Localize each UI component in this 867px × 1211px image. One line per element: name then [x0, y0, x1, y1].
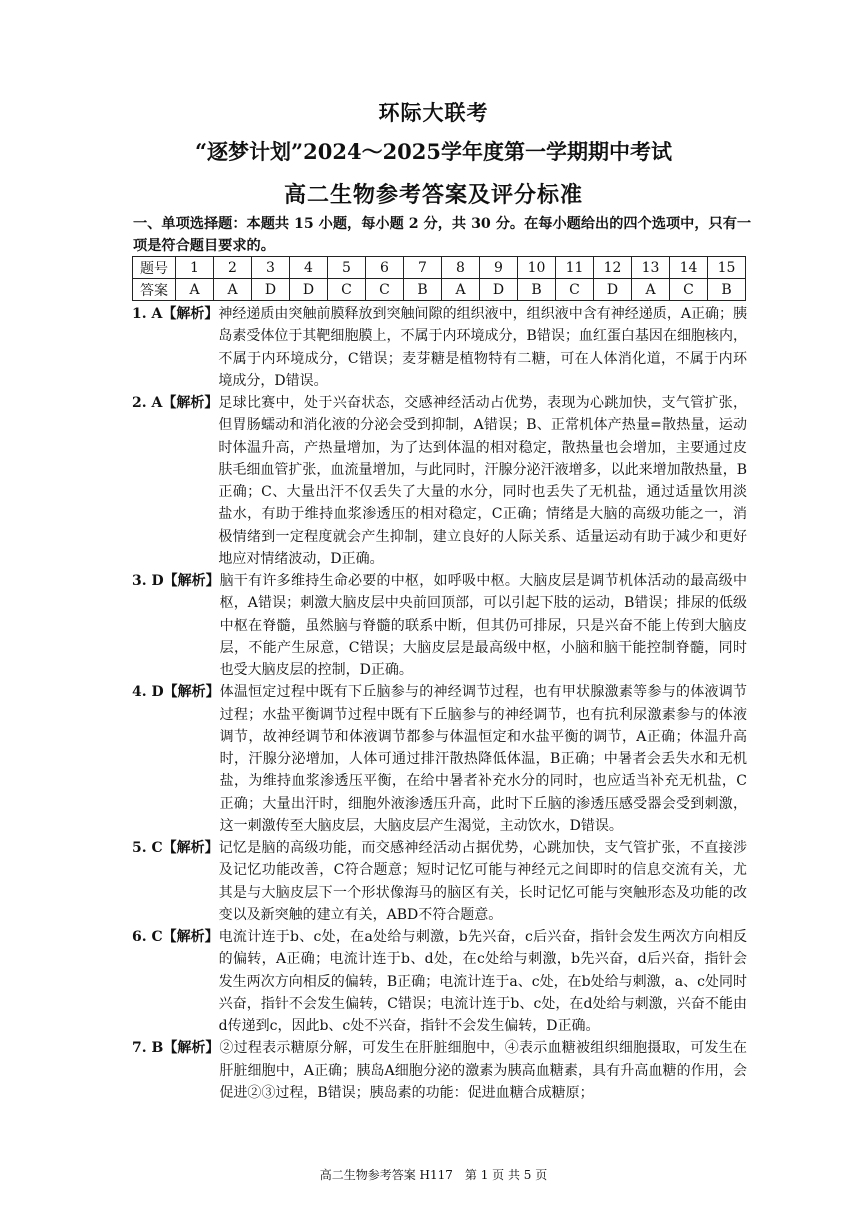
answer-row — [133, 279, 746, 301]
explanations-list — [132, 303, 747, 1104]
row-label-answer: 答案 — [133, 279, 176, 301]
explanation-label: 3. D【解析】 — [132, 573, 220, 589]
answer-cell: A — [442, 279, 480, 301]
answer-cell: C — [556, 279, 594, 301]
explanation-label: 1. A【解析】 — [132, 306, 219, 322]
question-number-cell: 12 — [594, 257, 632, 279]
explanation-text: 体温恒定过程中既有下丘脑参与的神经调节过程，也有甲状腺激素等参与的体液调节过程；水盐平衡调节过程中既有下丘脑参与的神经调节，也有抗利尿激素参与的体液调节，故神经调节和体液调节都参与体温恒定和水盐平衡的调节，A正确；体温升高时，汗腺分泌增加，人体可通过排汗散热降低体温，B正确；中暑者会丢失水和无机盐，为维持血浆渗透压平衡，在给中暑者补充水分的同时，也应适当补充无机盐，C正确；大量出汗时，细胞外液渗透压升高，此时下丘脑的渗透压感受器会受到刺激，这一刺激传至大脑皮层，大脑皮层产生渴觉，主动饮水，D错误。 — [219, 684, 747, 834]
answer-cell: D — [480, 279, 518, 301]
exam-union-title: 环际大联考 — [378, 100, 489, 125]
explanation-item — [132, 303, 747, 392]
explanation-text: 电流计连于b、c处，在a处给与刺激，b先兴奋，c后兴奋，指针会发生两次方向相反的偏转，A正确；电流计连于b、d处，在c处给与刺激，b先兴奋，d后兴奋，指针会发生两次方向相反的偏转，B正确；电流计连于a、c处，在b处给与刺激，a、c处同时兴奋，指针不会发生偏转，C错误；电流计连于b、c处，在d处给与刺激，兴奋不能由d传递到c，因此b、c处不兴奋，指针不会发生偏转，D正确。 — [218, 929, 747, 1034]
explanation-item — [132, 837, 747, 926]
answer-cell: A — [632, 279, 670, 301]
answer-cell: A — [176, 279, 214, 301]
answer-cell: C — [366, 279, 404, 301]
question-number-cell: 13 — [632, 257, 670, 279]
question-number-cell: 15 — [708, 257, 746, 279]
explanation-item — [132, 926, 747, 1037]
explanation-item — [132, 1037, 747, 1104]
question-number-cell: 10 — [518, 257, 556, 279]
question-number-cell: 7 — [404, 257, 442, 279]
page-footer: 高二生物参考答案 H117 第 1 页 共 5 页 — [319, 1168, 548, 1182]
question-number-cell: 1 — [176, 257, 214, 279]
answer-cell: C — [670, 279, 708, 301]
explanation-item — [132, 570, 747, 681]
document-title: 高二生物参考答案及评分标准 — [283, 182, 583, 208]
answer-table — [132, 256, 746, 301]
question-number-cell: 14 — [670, 257, 708, 279]
answer-cell: A — [214, 279, 252, 301]
explanation-text: ②过程表示糖原分解，可发生在肝脏细胞中，④表示血糖被组织细胞摄取，可发生在肝脏细胞中，A正确；胰岛A细胞分泌的激素为胰高血糖素，具有升高血糖的作用，会促进②③过程，B错误；胰岛素的功能：促进血糖合成糖原； — [219, 1040, 747, 1101]
explanation-label: 4. D【解析】 — [132, 684, 220, 701]
answer-cell: D — [290, 279, 328, 301]
question-number-cell: 5 — [328, 257, 366, 279]
answer-cell: B — [404, 279, 442, 301]
question-number-cell: 6 — [366, 257, 404, 279]
answer-cell: B — [518, 279, 556, 301]
section-heading: 一、单项选择题：本题共 15 小题，每小题 2 分，共 30 分。在每小题给出的四个选项中，只有一项是符合题目要求的。 — [133, 216, 752, 254]
question-number-cell: 11 — [556, 257, 594, 279]
row-label-number: 题号 — [133, 257, 176, 279]
question-number-cell: 2 — [214, 257, 252, 279]
question-number-row — [133, 257, 746, 279]
explanation-label: 6. C【解析】 — [132, 929, 219, 945]
explanation-item — [132, 392, 747, 570]
explanation-label: 2. A【解析】 — [132, 395, 219, 411]
explanation-text: 脑干有许多维持生命必要的中枢，如呼吸中枢。大脑皮层是调节机体活动的最高级中枢，A错误；刺激大脑皮层中央前回顶部，可以引起下肢的运动，B错误；排尿的低级中枢在脊髓，虽然脑与脊髓的联系中断，但其仍可排尿，只是兴奋不能上传到大脑皮层，不能产生尿意，C错误；大脑皮层是最高级中枢，小脑和脑干能控制脊髓，同时也受大脑皮层的控制，D正确。 — [219, 573, 747, 678]
explanation-item — [132, 681, 747, 837]
answer-cell: C — [328, 279, 366, 301]
exam-title: “逐梦计划”2024～2025学年度第一学期期中考试 — [194, 139, 673, 164]
answer-cell: D — [594, 279, 632, 301]
explanation-label: 5. C【解析】 — [132, 840, 219, 856]
explanation-label: 7. B【解析】 — [132, 1040, 220, 1057]
explanation-text: 记忆是脑的高级功能，而交感神经活动占据优势，心跳加快，支气管扩张，不直接涉及记忆功能改善，C符合题意；短时记忆可能与神经元之间即时的信息交流有关，尤其是与大脑皮层下一个形状像海马的脑区有关，长时记忆可能与突触形态及功能的改变以及新突触的建立有关，ABD不符合题意。 — [218, 840, 747, 923]
explanation-text: 足球比赛中，处于兴奋状态，交感神经活动占优势，表现为心跳加快，支气管扩张，但胃肠蠕动和消化液的分泌会受到抑制，A错误；B、正常机体产热量=散热量，运动时体温升高，产热量增加，为了达到体温的相对稳定，散热量也会增加，主要通过皮肤毛细血管扩张，血流量增加，与此同时，汗腺分泌汗液增多，以此来增加散热量，B正确；C、大量出汗不仅丢失了大量的水分，同时也丢失了无机盐，通过适量饮用淡盐水，有助于维持血浆渗透压的相对稳定，C正确；情绪是大脑的高级功能之一，消极情绪到一定程度就会产生抑制，建立良好的人际关系、适量运动有助于减少和更好地应对情绪波动，D正确。 — [218, 395, 747, 567]
question-number-cell: 3 — [252, 257, 290, 279]
question-number-cell: 8 — [442, 257, 480, 279]
question-number-cell: 4 — [290, 257, 328, 279]
answer-cell: B — [708, 279, 746, 301]
explanation-text: 神经递质由突触前膜释放到突触间隙的组织液中，组织液中含有神经递质，A正确；胰岛素受体位于其靶细胞膜上，不属于内环境成分，B错误；血红蛋白基因在细胞核内，不属于内环境成分，C错误；麦芽糖是植物特有二糖，可在人体消化道，不属于内环境成分，D错误。 — [218, 306, 747, 389]
question-number-cell: 9 — [480, 257, 518, 279]
answer-cell: D — [252, 279, 290, 301]
